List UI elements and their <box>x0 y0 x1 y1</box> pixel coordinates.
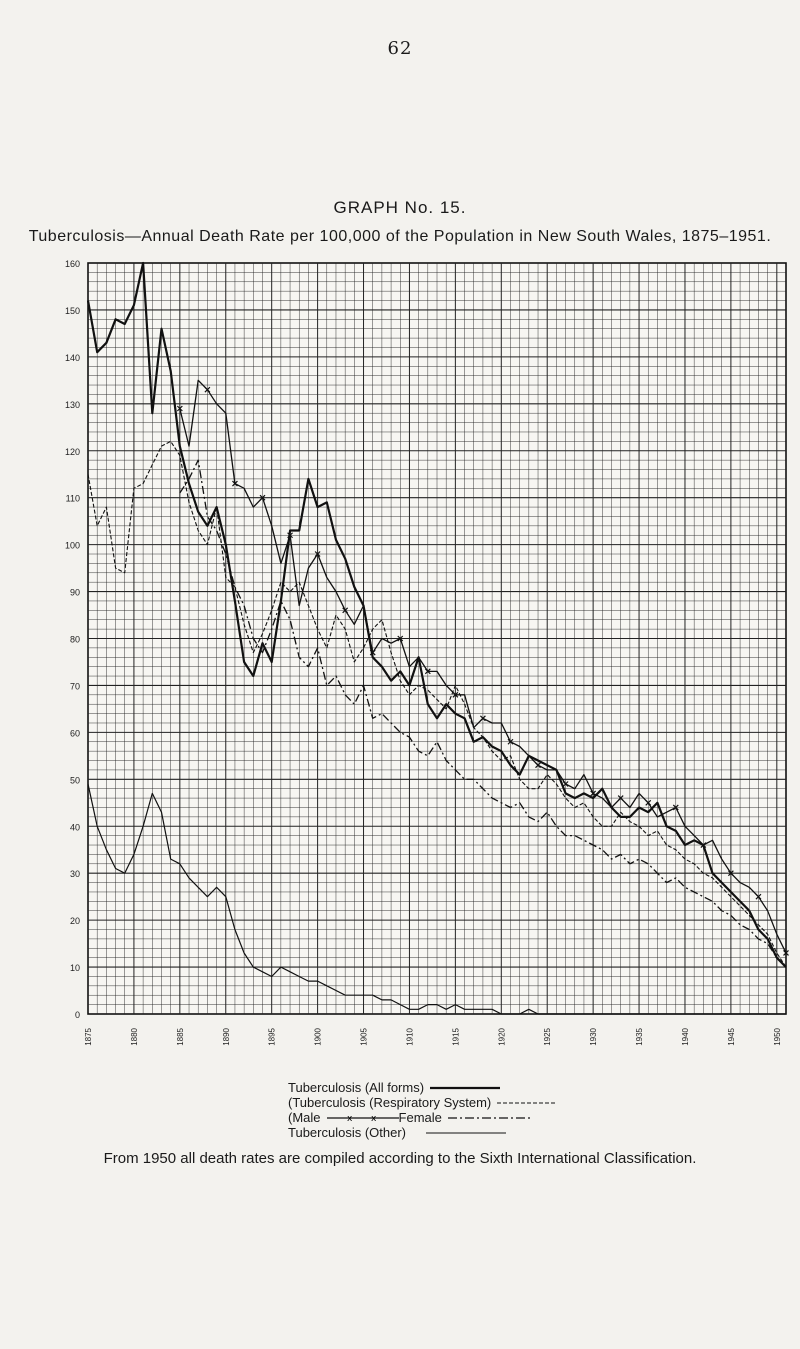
x-tick-label: 1910 <box>405 1028 415 1046</box>
legend-respiratory: ( Tuberculosis (Respiratory System) <box>288 1095 557 1110</box>
y-tick-label: 110 <box>65 493 80 504</box>
chart-legend <box>288 1080 557 1140</box>
legend-all-forms-label: Tuberculosis (All forms) <box>288 1080 425 1095</box>
y-tick-label: 160 <box>64 259 80 269</box>
x-tick-label: 1950 <box>772 1028 782 1046</box>
graph-title: GRAPH No. 15. <box>333 198 467 217</box>
x-tick-label: 1900 <box>313 1028 323 1046</box>
legend-female-swatch <box>448 1115 532 1121</box>
y-tick-label: 70 <box>69 681 80 692</box>
y-tick-label: 30 <box>69 869 80 880</box>
x-tick-label: 1905 <box>359 1028 369 1046</box>
y-tick-label: 140 <box>64 352 80 363</box>
y-tick-label: 50 <box>69 775 80 786</box>
x-tick-label: 1895 <box>267 1028 277 1046</box>
y-tick-label: 100 <box>64 540 80 551</box>
x-tick-label: 1945 <box>726 1028 736 1046</box>
graph-subtitle: Tuberculosis—Annual Death Rate per 100,000 of the Population in New South Wales, 1875–1951. <box>28 228 772 245</box>
y-tick-label: 0 <box>74 1010 80 1020</box>
legend-all-forms <box>288 1080 557 1095</box>
y-tick-label: 150 <box>64 305 80 316</box>
x-tick-label: 1875 <box>84 1028 93 1046</box>
y-tick-label: 40 <box>69 822 80 833</box>
y-tick-label: 20 <box>69 916 80 927</box>
legend-other-swatch <box>426 1130 506 1136</box>
y-tick-label: 130 <box>64 399 80 410</box>
x-tick-label: 1880 <box>129 1028 139 1046</box>
x-tick-label: 1920 <box>497 1028 507 1046</box>
page-number: 62 <box>387 38 413 59</box>
legend-other <box>288 1125 557 1140</box>
legend-all-forms-swatch <box>430 1085 500 1091</box>
legend-respiratory-swatch <box>497 1100 557 1106</box>
x-tick-label: 1940 <box>680 1028 690 1046</box>
x-tick-label: 1925 <box>543 1028 553 1046</box>
footnote: From 1950 all death rates are compiled according to the Sixth International Classification. <box>103 1150 697 1167</box>
x-tick-label: 1935 <box>635 1028 645 1046</box>
y-tick-label: 90 <box>69 587 80 598</box>
y-tick-label: 120 <box>64 446 80 457</box>
legend-respiratory-label: Tuberculosis (Respiratory System) <box>292 1095 492 1110</box>
legend-other-label: Tuberculosis (Other) <box>288 1125 406 1140</box>
x-tick-label: 1930 <box>589 1028 599 1046</box>
legend-male-swatch <box>327 1114 399 1122</box>
legend-male-label: Male <box>292 1110 321 1125</box>
y-tick-label: 60 <box>69 728 80 739</box>
y-tick-label: 10 <box>69 963 80 974</box>
x-tick-label: 1915 <box>451 1028 461 1046</box>
legend-male-female: ( Male x x Female <box>288 1110 557 1125</box>
y-tick-label: 80 <box>69 634 80 645</box>
svg-text:x: x <box>346 1113 352 1122</box>
legend-female-label: Female <box>398 1110 442 1125</box>
svg-text:x: x <box>370 1113 376 1122</box>
x-tick-label: 1890 <box>221 1028 231 1046</box>
x-tick-label: 1885 <box>175 1028 185 1046</box>
